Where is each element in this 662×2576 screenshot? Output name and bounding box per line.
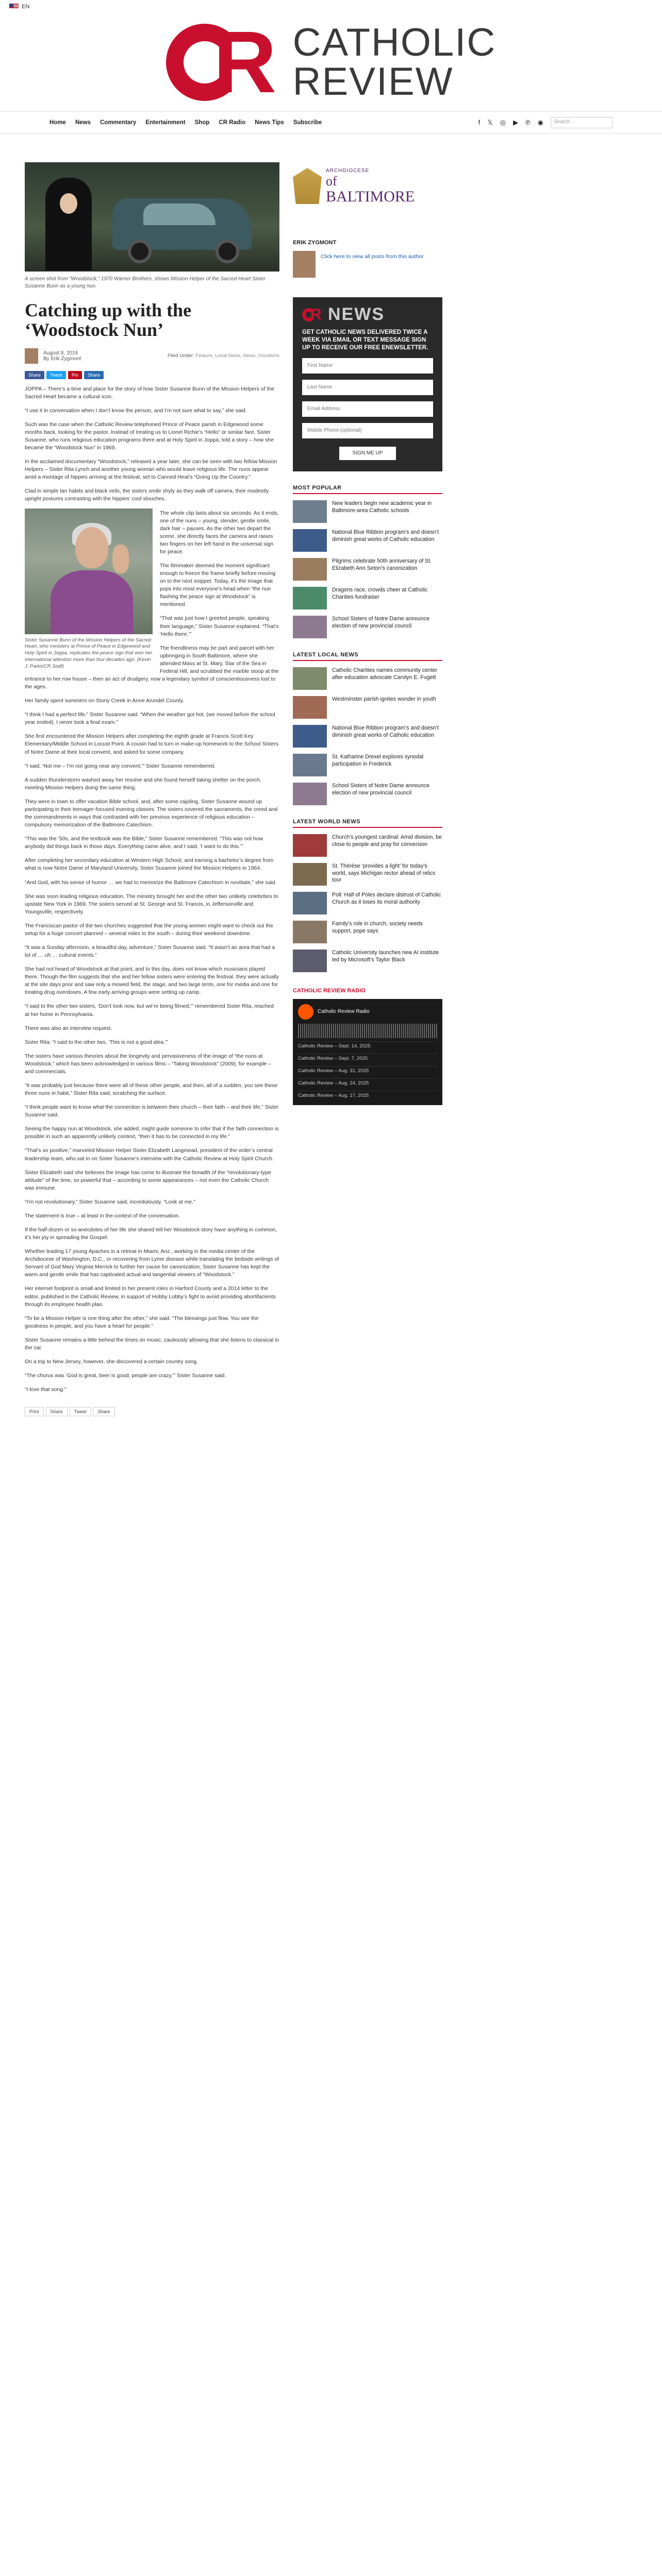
- facebook-share-button[interactable]: Share: [46, 1407, 68, 1416]
- nav-news[interactable]: News: [75, 120, 91, 126]
- paragraph: “It was probably just because there were all of these other people, and then, all of a sudden, you see these three nuns in habit,” Sister Rita said, scratching the surface.: [25, 1082, 278, 1097]
- paragraph: On a trip to New Jersey, however, she discovered a certain country song.: [25, 1359, 198, 1365]
- list-item-title[interactable]: Family’s role in church, society needs support, pope says: [332, 920, 423, 934]
- filed-tags[interactable]: Feature, Local News, News, Vocations: [195, 353, 279, 359]
- radio-channel[interactable]: Catholic Review Radio: [318, 1009, 370, 1015]
- author-posts-link[interactable]: Click here to view all posts from this author: [321, 253, 424, 260]
- nav-cr-radio[interactable]: CR Radio: [219, 120, 246, 126]
- nav-news-tips[interactable]: News Tips: [255, 120, 284, 126]
- tweet-button[interactable]: Tweet: [70, 1407, 91, 1416]
- twitter-icon[interactable]: 𝕏: [487, 118, 493, 126]
- latest-local-heading: LATEST LOCAL NEWS: [293, 652, 442, 661]
- social-links: [478, 118, 543, 127]
- pinterest-icon[interactable]: ℗: [525, 118, 531, 126]
- paragraph: “That was just how I greeted people, speaking their language,” Sister Susanne explained. “That’s ‘Hello there.’”: [160, 616, 279, 637]
- nav-home[interactable]: Home: [49, 120, 66, 126]
- paragraph: Sister Rita: “I said to the other two, ‘This is not a good idea.’”: [25, 1039, 168, 1045]
- facebook-icon[interactable]: f: [478, 118, 481, 126]
- facebook-share-button[interactable]: Share: [25, 371, 44, 379]
- tweet-button[interactable]: Tweet: [46, 371, 66, 379]
- list-item[interactable]: [293, 863, 442, 886]
- language-selector[interactable]: EN: [22, 4, 30, 10]
- inset-caption: Sister Susanne Bunn of the Mission Helpers of the Sacred Heart, who ministers at Prince of Peace in Edgewood and Holy Spirit in Joppa, replicates the peace sign that won her international attention more than four decades ago. (Kevin J. Parks/CR Staff): [25, 637, 153, 669]
- paragraph: “That’s so positive,” marveled Mission Helper Sister Elizabeth Langmead, president of the order’s central leadership team, who sat in on Sister Susanne’s interview with the Catholic Review at Holy Spirit Church.: [25, 1148, 274, 1162]
- archdiocese-line1: ARCHDIOCESE: [326, 167, 370, 174]
- main-nav: [0, 111, 662, 134]
- author-box: [293, 251, 442, 278]
- list-item-title[interactable]: Catholic Charities names community center after education advocate Carolyn E. Fugett: [332, 667, 438, 681]
- latest-world-news: [293, 819, 442, 972]
- track-item[interactable]: Catholic Review – Sept. 7, 2025: [298, 1054, 437, 1063]
- list-item[interactable]: [293, 667, 442, 690]
- hero-image: [25, 162, 279, 272]
- radio-heading: CATHOLIC REVIEW RADIO: [293, 987, 366, 994]
- newsletter-signup: [293, 297, 442, 471]
- signup-pitch: GET CATHOLIC NEWS DELIVERED TWICE A WEEK VIA EMAIL OR TEXT MESSAGE SIGN UP TO RECEIVE OUR FREE ENEWSLETTER.: [302, 329, 428, 351]
- news-wordmark: NEWS: [328, 304, 385, 324]
- filed-label: Filed Under:: [167, 353, 194, 359]
- list-item[interactable]: [293, 892, 442, 914]
- most-popular: [293, 485, 442, 638]
- nav-subscribe[interactable]: Subscribe: [293, 120, 322, 126]
- article: [25, 162, 279, 1416]
- list-item[interactable]: [293, 834, 442, 857]
- us-flag-icon[interactable]: [9, 4, 19, 10]
- list-item-title[interactable]: New leaders begin new academic year in Baltimore-area Catholic schools: [332, 500, 432, 514]
- nav-shop[interactable]: Shop: [194, 120, 210, 126]
- latest-local-news: [293, 652, 442, 805]
- archdiocese-line3: BALTIMORE: [326, 188, 415, 205]
- instagram-icon[interactable]: ◎: [500, 118, 506, 126]
- paragraph: She was soon leading religious education. The ministry brought her and the other two unlikely celebrities to upstate New York in 1969. The sisters served at St. George and St. Francis, in Jeffersonville and Youngsville, respectively.: [25, 893, 278, 915]
- list-item[interactable]: [293, 950, 442, 972]
- cr-news-logo: [302, 304, 433, 325]
- paragraph: “I said, ‘Not me – I’m not going near any convent,’” Sister Susanne remembered.: [25, 763, 216, 769]
- latest-world-heading: LATEST WORLD NEWS: [293, 819, 442, 828]
- paragraph: “And God, with his sense of humor … we had to memorize the Baltimore Catechism in novitiate,” she said.: [25, 879, 277, 886]
- logo-word-review: REVIEW: [292, 60, 454, 104]
- list-item[interactable]: [293, 558, 442, 581]
- share-button[interactable]: Share: [84, 371, 104, 379]
- list-item-title[interactable]: Poll: Half of Poles declare distrust of Catholic Church as it loses its moral authority: [332, 891, 441, 905]
- paragraph: “I said to the other two sisters, ‘Don’t look now, but we’re being filmed,’” remembered Sister Rita, reached at her home in Pennsylvania.: [25, 1004, 274, 1018]
- track-item[interactable]: Catholic Review – Aug. 17, 2025: [298, 1091, 437, 1100]
- track-item[interactable]: Catholic Review – Sept. 14, 2025: [298, 1041, 437, 1050]
- list-item-title[interactable]: St. Katharine Drexel explores synodal participation in Frederick: [332, 753, 424, 767]
- paragraph: The Franciscan pastor of the two churches suggested that the young women might want to check out the setup for a huge concert planned – several miles to the south – during their weekend downtime.: [25, 923, 273, 937]
- list-item-title[interactable]: National Blue Ribbon program’s and doesn’t diminish great works of Catholic education: [332, 529, 439, 543]
- paragraph: JOPPA – There’s a time and place for the story of how Sister Susanne Bunn of the Mission Helpers of the Sacred Heart became a cultural icon.: [25, 386, 275, 400]
- paragraph: Her family spent summers on Stony Creek in Anne Arundel County.: [25, 698, 184, 704]
- nun-peace-sign-image: [25, 509, 153, 634]
- track-item[interactable]: Catholic Review – Aug. 31, 2025: [298, 1066, 437, 1075]
- paragraph: “I use it in conversation when I don’t know the person, and I’m not sure what to say,” she said.: [25, 408, 247, 414]
- email-field[interactable]: Email Address: [302, 401, 433, 417]
- paragraph: “I love that song.”: [25, 1387, 67, 1393]
- list-item-title[interactable]: Church’s youngest cardinal: Amid division, be close to people and pray for conversion: [332, 834, 442, 848]
- waveform[interactable]: [298, 1024, 437, 1038]
- paragraph: Sister Susanne remains a little behind the times on music, cautiously allowing that she listens to classical in the car.: [25, 1337, 279, 1351]
- paragraph: There was also an interview request.: [25, 1025, 112, 1031]
- archdiocese-crest-icon: [293, 168, 322, 204]
- list-item-title[interactable]: Dragons race, crowds cheer at Catholic Charities fundraiser: [332, 586, 428, 600]
- sidebar: [293, 162, 442, 1416]
- youtube-icon[interactable]: ▶: [513, 118, 519, 126]
- paragraph: “The chorus was ‘God is great, beer is good; people are crazy,’” Sister Susanne said.: [25, 1373, 226, 1379]
- paragraph: The friendliness may be part and parcel with her upbringing in South Baltimore, where she attended Mass at St. Mary, Star of the Sea in Federal Hill, and scrubbed the marble stoop at the entrance to her row house – then an act of drudgery, now a legendary symbol of conscientiousness lost to the ages.: [25, 645, 279, 690]
- article-title: Catching up with the ‘Woodstock Nun’: [25, 300, 192, 340]
- list-item[interactable]: [293, 696, 442, 719]
- list-item[interactable]: [293, 529, 442, 552]
- radio-widget: [293, 988, 442, 1105]
- paragraph: In the acclaimed documentary “Woodstock,” released a year later, she can be seen with two fellow Mission Helpers – Sister Rita Lynch and another young woman who would leave religious life. The nuns appear amid a montage of hippies arriving at the festival, set to Canned Heat’s “Going Up the Country.”: [25, 459, 277, 481]
- track-item[interactable]: Catholic Review – Aug. 24, 2025: [298, 1078, 437, 1088]
- share-button[interactable]: Share: [93, 1407, 115, 1416]
- list-item[interactable]: [293, 616, 442, 638]
- main-content: [0, 162, 662, 1416]
- list-item-title[interactable]: Westminster parish ignites wonder in youth: [332, 696, 436, 702]
- paragraph: “To be a Mission Helper is one thing after the other,” she said. “The blessings just flow. You see the goodness in people, and you have a heart for people.”: [25, 1315, 259, 1329]
- paragraph: If the half-dozen or so anecdotes of her life she shared tell her Woodstock story have anything in common, it’s her joy in spreading the Gospel.: [25, 1227, 277, 1241]
- search-input[interactable]: Search: [551, 117, 613, 128]
- list-item[interactable]: [293, 783, 442, 805]
- list-item-title[interactable]: Catholic University launches new AI institute led by Microsoft’s Taylor Black: [332, 949, 439, 963]
- paragraph: She had not heard of Woodstock at that point, and to this day, does not know which musicians played there. Though the film suggests that she and her fellow sisters were entering the festival, they were actually at the site days prior and saw only a mowed field, the stage, and two large tents, one for media and one for treating drug overdoses. A few early arriving groups were setting up camp.: [25, 967, 279, 996]
- author-avatar[interactable]: [25, 348, 38, 364]
- author-link[interactable]: By Erik Zygmont: [43, 355, 81, 362]
- top-bar: [0, 0, 662, 13]
- share-bar: [25, 371, 279, 379]
- inset-photo: [25, 509, 153, 670]
- list-item[interactable]: [293, 587, 442, 609]
- paragraph: “I think people want to know what the connection is between their church – their faith – and their life,” Sister Susanne said.: [25, 1105, 279, 1118]
- audio-player: [293, 999, 442, 1105]
- list-item-title[interactable]: School Sisters of Notre Dame announce election of new provincial council: [332, 782, 430, 796]
- paragraph: The statement is true – at least in the context of the conversation.: [25, 1213, 180, 1219]
- nav-commentary[interactable]: Commentary: [100, 120, 137, 126]
- paragraph: “I think I had a perfect life,” Sister Susanne said. “When the weather got hot, (we moved before the school year ended). I never took a final exam.”: [25, 712, 275, 726]
- list-item-title[interactable]: National Blue Ribbon program’s and doesn’t diminish great works of Catholic education: [332, 724, 439, 738]
- article-date: August 8, 2016: [43, 350, 78, 356]
- paragraph: Such was the case when the Catholic Review telephoned Prince of Peace parish in Edgewood some months back, looking for the pastor. Instead of treating us to Lionel Richie’s “Hello” or similar fare, Sister Susanne, who runs religious education programs there and at Holy Spirit in Joppa, told a story – how she became the “Woodstock Nun” in 1969.: [25, 421, 274, 451]
- paragraph: Whether leading 17 young Apaches in a retreat in Miami, Ariz., working in the media center of the Archdiocese of Washington, D.C., or recovering from Lyme disease while translating the bedside writings of Servant of God Mary Virginia Merrick to further her cause for canonization, Sister Susanne has kept the warm and gentle smile that has captivated actual and tangential viewers of “Woodstock.”: [25, 1249, 279, 1278]
- paragraph: She first encountered the Mission Helpers after completing the eighth grade at Francis Scott Key Elementary/Middle School in Locust Point. A cousin had to turn in make-up homework to the School Sisters of Notre Dame at their local convent, and asked for some company.: [25, 734, 279, 755]
- filed-under: [168, 353, 279, 359]
- rss-icon[interactable]: ◉: [537, 118, 543, 126]
- list-item-title[interactable]: School Sisters of Notre Dame announce election of new provincial council: [332, 615, 430, 629]
- paragraph: Sister Elizabeth said she believes the image has come to illustrate the breadth of the “revolutionary-type attitude” of the time, so powerful that – according to some appearances – not even the Catholic Church was immune.: [25, 1170, 271, 1191]
- logo-word-catholic: CATHOLIC: [292, 21, 496, 64]
- article-body: [25, 385, 279, 1394]
- sign-me-up-button[interactable]: SIGN ME UP: [339, 447, 396, 460]
- print-button[interactable]: Print: [25, 1407, 44, 1416]
- pin-button[interactable]: Pin: [68, 371, 82, 379]
- paragraph: A sudden thunderstorm washed away her resolve and she found herself taking shelter on the porch, meeting Mission Helpers doing the same thing.: [25, 777, 261, 791]
- last-name-field[interactable]: Last Name: [302, 380, 433, 395]
- list-item[interactable]: [293, 921, 442, 943]
- paragraph: They were in town to offer vacation Bible school, and, after some cajoling, Sister Susanne wound up participating in their teenager-focused evening classes. The sisters covered the sacraments, the creed and the commandments in ways that contrasted with her previous experience of religious education – compulsory memorization of the Baltimore Catechism.: [25, 799, 278, 828]
- list-item[interactable]: [293, 725, 442, 748]
- nav-entertainment[interactable]: Entertainment: [145, 120, 186, 126]
- list-item-title[interactable]: Pilgrims celebrate 50th anniversary of St. Elizabeth Ann Seton’s canonization: [332, 557, 432, 571]
- list-item[interactable]: [293, 754, 442, 776]
- paragraph: Clad in simple tan habits and black veils, the sisters smile shyly as they walk off camera, their modestly upright postures contrasting with the hippies’ cool slouches.: [25, 488, 269, 502]
- play-icon[interactable]: [298, 1004, 313, 1020]
- paragraph: “This was the ’50s, and the textbook was the Bible,” Sister Susanne remembered. “This was not how anybody did things back in those days. Everything came alive, and I said, ‘I want to do this.’”: [25, 836, 263, 850]
- archdiocese-line2: of: [326, 173, 337, 189]
- cr-logo-icon: R: [166, 24, 285, 101]
- cr-mini-logo-icon: R: [302, 308, 325, 321]
- paragraph: After completing her secondary education at Western High School, and earning a bachelor’s degree from what is now Notre Dame of Maryland University, Sister Susanne joined the Mission Helpers in 1964.: [25, 858, 274, 872]
- first-name-field[interactable]: First Name: [302, 358, 433, 374]
- list-item[interactable]: [293, 500, 442, 523]
- list-item-title[interactable]: St. Thérèse ‘provides a light’ for today’s world, says Michigan rector ahead of relics tour: [332, 862, 436, 884]
- paragraph: Her internet footprint is small and limited to her present roles in Harford County and a 2014 letter to the editor, published in the Catholic Review, in support of Hobby Lobby’s fight to avoid providing abortifacients through its employee health plan.: [25, 1286, 276, 1308]
- most-popular-heading: MOST POPULAR: [293, 485, 442, 494]
- site-logo[interactable]: [0, 13, 662, 111]
- archdiocese-ad[interactable]: [293, 162, 442, 210]
- author-heading: ERIK ZYGMONT: [293, 240, 337, 246]
- mobile-phone-field[interactable]: Mobile Phone (optional): [302, 423, 433, 438]
- paragraph: Seeing the happy nun at Woodstock, she added, might guide someone to infer that if the faith connection is possible in such an apparently unlikely context, “then it has to be connected in my life.”: [25, 1126, 279, 1140]
- paragraph: The whole clip lasts about six seconds. As it ends, one of the nuns – young, slender, gentle smile, dark hair – pauses. As the other two depart the scene, she directly faces the camera and raises two fingers on her left hand in the universal sign for peace.: [160, 510, 279, 555]
- paragraph: “It was a Sunday afternoon, a beautiful day, adventure,” Sister Susanne said. “It wasn’t an area that had a lot of … uh … cultural events.”: [25, 944, 275, 959]
- footer-share-bar: [25, 1407, 279, 1416]
- byline: [25, 348, 279, 364]
- author-photo[interactable]: [293, 251, 316, 278]
- paragraph: The filmmaker deemed the moment significant enough to freeze the frame briefly before moving on to the next snippet. Today, it’s the image that pops into most everyone’s head when “the nun flashing the peace sign at Woodstock” is mentioned.: [160, 563, 276, 608]
- paragraph: “I’m not revolutionary,” Sister Susanne said, incredulously. “Look at me.”: [25, 1199, 195, 1205]
- paragraph: The sisters have various theories about the longevity and pervasiveness of the image of “the nuns at Woodstock,” which has been acknowledged in various films – “Taking Woodstock” (2009), for example – and commercials.: [25, 1053, 271, 1075]
- hero-caption: A screen shot from “Woodstock,” 1970 Warner Brothers, shows Mission Helper of the Sacred Heart Sister Susanne Bunn as a young nun.: [25, 276, 266, 289]
